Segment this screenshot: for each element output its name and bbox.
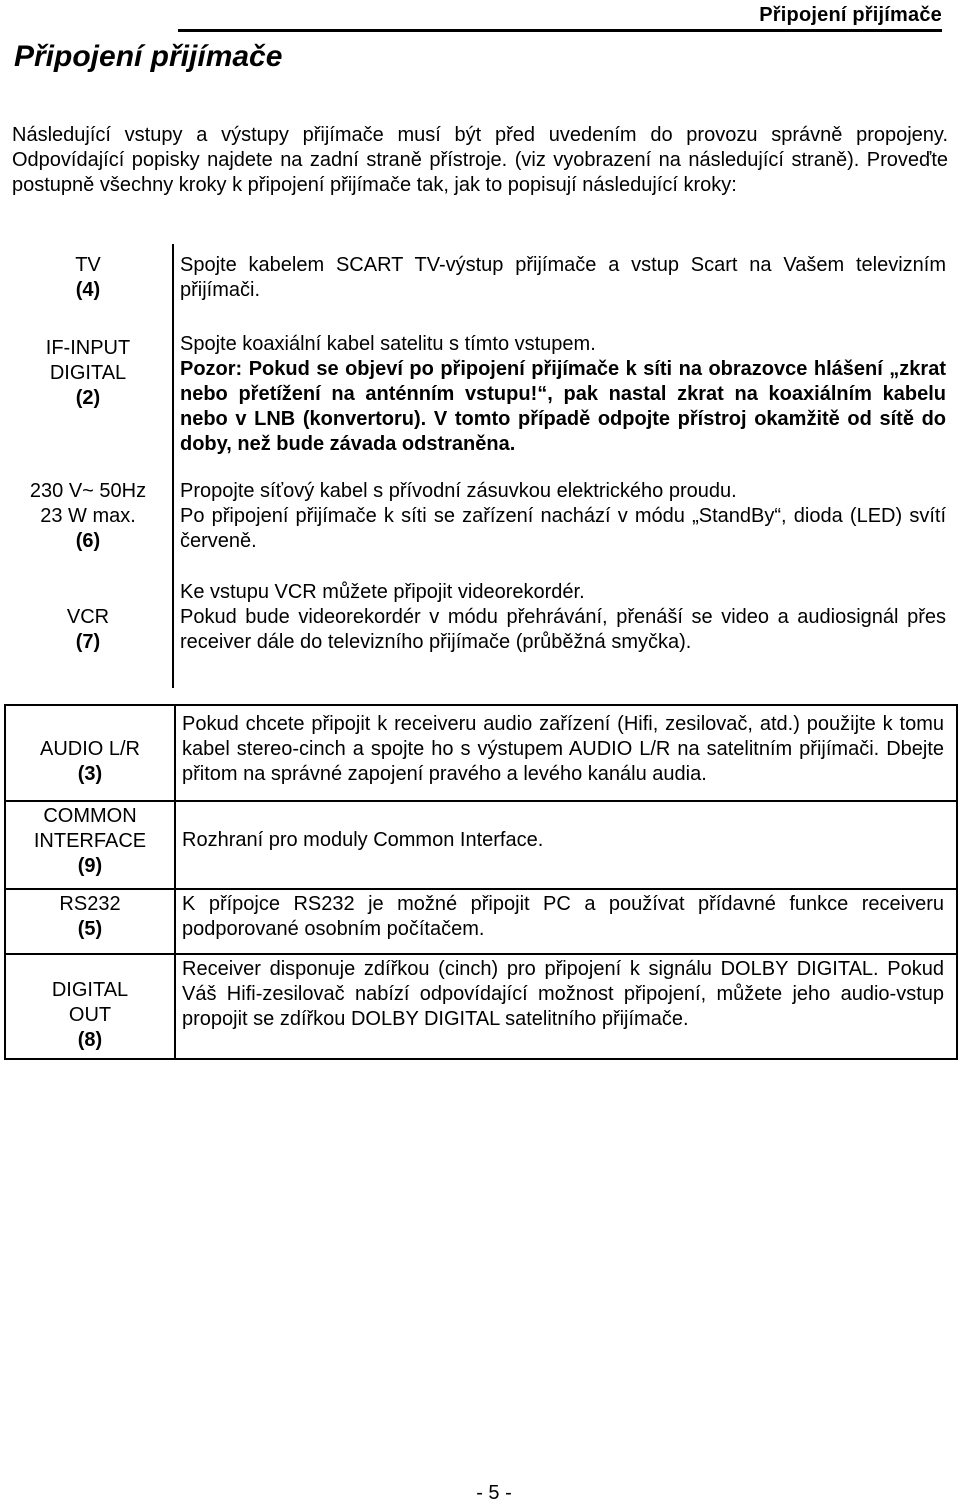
connector-description: Pokud chcete připojit k receiveru audio zařízení (Hifi, zesilovač, atd.) použijte k tomu kabel stereo-cinch a spojte ho s výstupem AUDIO L/R na satelitním přijímači. Dbejte přitom na správné zapojení pravého a levého kanálu audia. [182,713,944,785]
connector-label-cell [5,801,175,889]
connector-name: 230 V~ 50Hz [29,480,147,502]
table-row-common-interface [5,801,957,889]
page-title: Připojení přijímače [14,40,283,73]
connector-label-cell [4,244,173,332]
connections-table-bottom [4,704,958,1060]
connector-label-cell [5,705,175,801]
connections-table-top [4,244,958,688]
connector-name: IF-INPUT [45,337,131,359]
connector-description: Rozhraní pro moduly Common Interface. [182,829,544,851]
connector-description-cell [175,889,957,954]
connector-description-cell [173,576,958,688]
connector-label-cell [5,954,175,1059]
connector-description-cell [173,244,958,332]
connector-label-cell [5,889,175,954]
connector-number: (7) [75,631,101,653]
table-row-vcr [4,576,958,688]
connector-description: Propojte síťový kabel s přívodní zásuvkou elektrického proudu. [180,480,737,502]
table-row-rs232 [5,889,957,954]
connector-description-cell [173,332,958,467]
connector-number: (2) [75,387,101,409]
table-row-audio [5,705,957,801]
connector-label-cell [4,576,173,688]
connector-description: Spojte kabelem SCART TV-výstup přijímače a vstup Scart na Vašem televizním přijímači. [180,254,946,301]
connector-description-cell [175,954,957,1059]
connector-description-cell [175,705,957,801]
table-row-tv [4,244,958,332]
running-header: Připojení přijímače [759,4,942,26]
connector-number: (6) [75,530,101,552]
connector-description-cell [175,801,957,889]
connector-number: (8) [77,1029,103,1051]
connector-name-line2: OUT [68,1004,112,1026]
connector-description: Spojte koaxiální kabel satelitu s tímto vstupem. [180,333,596,355]
table-row-if-input [4,332,958,467]
connector-description-line2: Pokud bude videorekordér v módu přehrávání, přenáší se video a audiosignál přes receiver dále do televizního přijímače (průběžná smyčka). [180,606,946,653]
header-rule [178,29,942,32]
connector-description: Receiver disponuje zdířkou (cinch) pro připojení k signálu DOLBY DIGITAL. Pokud Váš Hifi-zesilovač nabízí odpovídající možnost připojení, můžete jeho audio-vstup propojit se zdířkou DOLBY DIGITAL satelitního přijímače. [182,958,944,1030]
connector-name: TV [75,254,101,276]
connector-label-cell [4,467,173,576]
connector-description-cell [173,467,958,576]
warning-text: Pozor: Pokud se objeví po připojení přijímače k síti na obrazovce hlášení „zkrat nebo přetížení na anténním vstupu!“, pak nastal zkrat na koaxiálním kabelu nebo v LNB (konvertoru). V tomto případě odpojte přístroj okamžitě od sítě do doby, než bude závada odstraněna. [180,358,946,455]
connector-description: Ke vstupu VCR můžete připojit videorekordér. [180,581,585,603]
connector-name: COMMON [43,805,137,827]
connector-number: (9) [77,855,103,877]
connector-number: (4) [75,279,101,301]
table-row-power [4,467,958,576]
connector-name: RS232 [59,893,121,915]
connector-number: (5) [77,918,103,940]
connector-description-line2: Po připojení přijímače k síti se zařízení nachází v módu „StandBy“, dioda (LED) svítí červeně. [180,505,946,552]
table-row-digital-out [5,954,957,1059]
connector-label-cell [4,332,173,467]
intro-paragraph: Následující vstupy a výstupy přijímače musí být před uvedením do provozu správně propojeny. Odpovídající popisky najdete na zadní straně přístroje. (viz vyobrazení na následující straně). Proveďte postupně všechny kroky k připojení přijímače tak, jak to popisují následující kroky: [12,124,948,196]
page-number: - 5 - [476,1482,512,1504]
connector-name: VCR [66,606,110,628]
connector-name: AUDIO L/R [39,738,141,760]
connector-name-line2: DIGITAL [49,362,127,384]
connector-number: (3) [77,763,103,785]
connector-name: DIGITAL [51,979,129,1001]
connector-description: K přípojce RS232 je možné připojit PC a používat přídavné funkce receiveru podporované osobním počítačem. [182,893,944,940]
connector-name-line2: 23 W max. [40,505,136,527]
connector-name-line2: INTERFACE [33,830,147,852]
